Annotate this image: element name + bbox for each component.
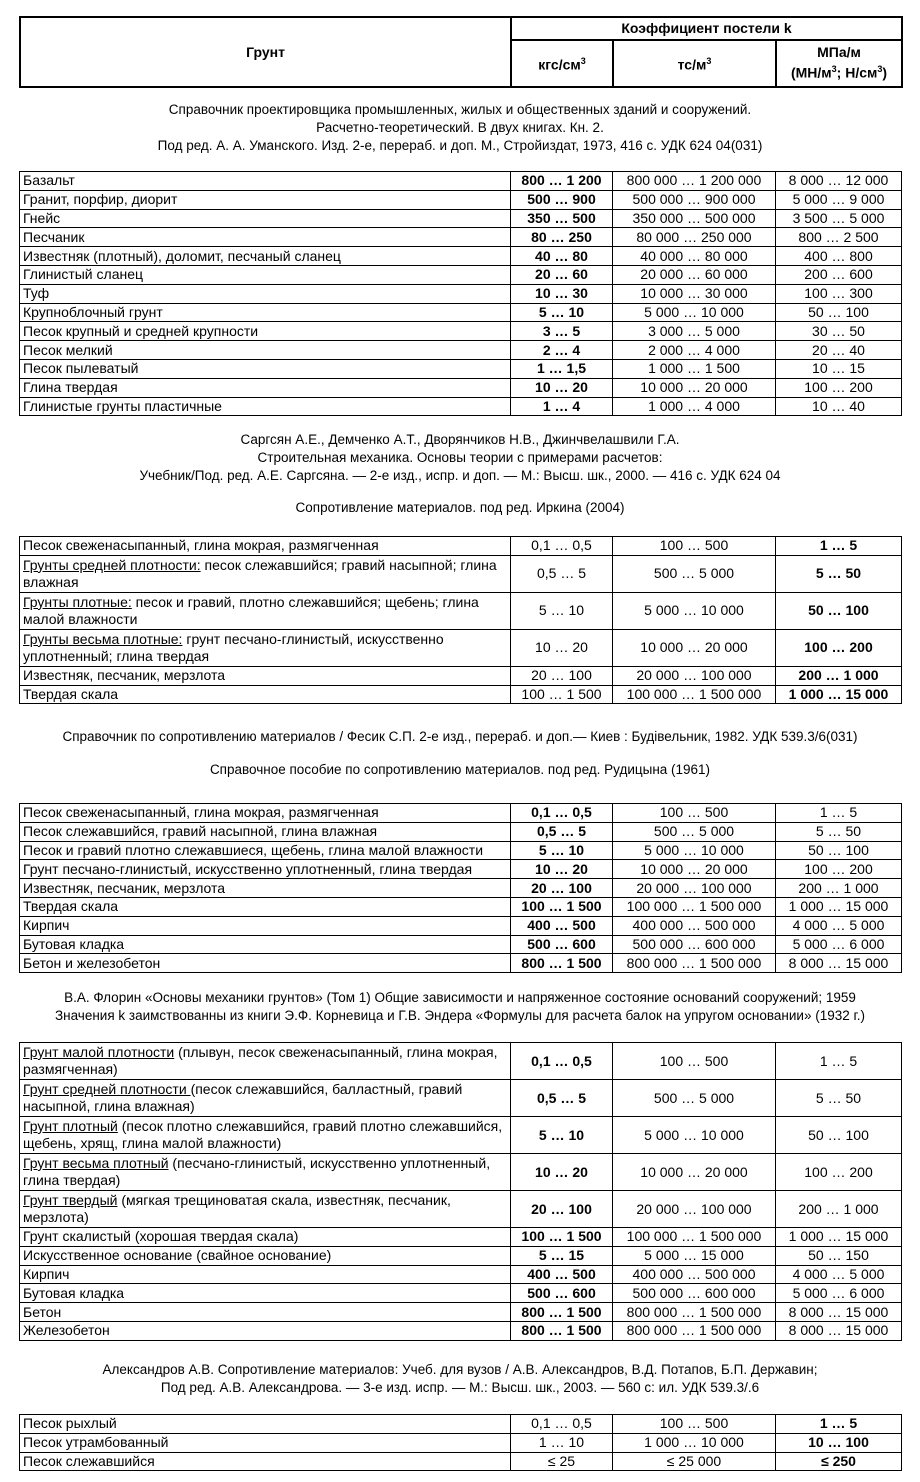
unit-ts-header: $тс/м^3$ bbox=[613, 40, 776, 87]
value-kgs-cell: 400 … 500 bbox=[511, 1265, 613, 1284]
table-row bbox=[20, 860, 902, 879]
value-ts-cell: 500 … 5 000 bbox=[613, 555, 776, 592]
soil-description: грунт песчано-глинистый, искусственно уплотненный; глина твердая bbox=[23, 630, 444, 664]
table-row bbox=[20, 1284, 902, 1303]
soil-name-cell: Глинистые грунты пластичные bbox=[20, 397, 511, 416]
soil-name-cell: Песок свеженасыпанный, глина мокрая, размягченная bbox=[20, 537, 511, 556]
soil-name-cell bbox=[20, 1080, 511, 1117]
value-mpa-cell: 5 000 … 6 000 bbox=[776, 935, 902, 954]
value-kgs-cell: 0,5 … 5 bbox=[511, 822, 613, 841]
value-ts-cell: 5 000 … 10 000 bbox=[613, 841, 776, 860]
value-mpa-cell: 8 000 … 15 000 bbox=[776, 1321, 902, 1340]
value-ts-cell: 10 000 … 20 000 bbox=[613, 1154, 776, 1191]
soil-name-cell: Песок слежавшийся bbox=[20, 1452, 511, 1471]
value-mpa-cell: 5 000 … 9 000 bbox=[776, 190, 902, 209]
table-row bbox=[20, 935, 902, 954]
table-row bbox=[20, 322, 902, 341]
value-ts-cell: 10 000 … 20 000 bbox=[613, 378, 776, 397]
section-1-table bbox=[19, 171, 902, 416]
table-row bbox=[20, 1303, 902, 1322]
soil-category-label: Грунты плотные: bbox=[23, 593, 132, 610]
soil-name-cell bbox=[20, 1043, 511, 1080]
soil-name-cell: Искусственное основание (свайное основание) bbox=[20, 1246, 511, 1265]
soil-name-cell: Гнейс bbox=[20, 209, 511, 228]
table-row bbox=[20, 537, 902, 556]
section-3-table bbox=[19, 803, 902, 973]
value-mpa-cell: 10 … 15 bbox=[776, 359, 902, 378]
soil-name-cell: Крупноблочный грунт bbox=[20, 303, 511, 322]
value-mpa-cell: 20 … 40 bbox=[776, 341, 902, 360]
value-kgs-cell: 800 … 1 500 bbox=[511, 954, 613, 973]
soil-column-header: Грунт bbox=[20, 17, 511, 87]
soil-name-cell: Грунт скалистый (хорошая твердая скала) bbox=[20, 1228, 511, 1247]
section-2-subcaption: Сопротивление материалов. под ред. Иркина (2004) bbox=[295, 500, 625, 515]
unit-kgs-header: кгс/$см^3$ bbox=[511, 40, 613, 87]
soil-name-cell: Песок утрамбованный bbox=[20, 1433, 511, 1452]
value-kgs-cell: 10 … 30 bbox=[511, 284, 613, 303]
soil-category-label: Грунты средней плотности: bbox=[23, 556, 201, 573]
table-row bbox=[20, 916, 902, 935]
soil-name-cell: Известняк, песчаник, мерзлота bbox=[20, 666, 511, 685]
value-kgs-cell: 500 … 900 bbox=[511, 190, 613, 209]
value-kgs-cell: 1 … 10 bbox=[511, 1433, 613, 1452]
value-ts-cell: 2 000 … 4 000 bbox=[613, 341, 776, 360]
value-mpa-cell: 30 … 50 bbox=[776, 322, 902, 341]
table-row bbox=[20, 1191, 902, 1228]
value-kgs-cell: 0,1 … 0,5 bbox=[511, 1043, 613, 1080]
value-kgs-cell: 0,5 … 5 bbox=[511, 555, 613, 592]
soil-name-cell: Кирпич bbox=[20, 1265, 511, 1284]
value-mpa-cell: 1 000 … 15 000 bbox=[776, 685, 902, 704]
value-mpa-cell: 400 … 800 bbox=[776, 247, 902, 266]
soil-name-cell: Твердая скала bbox=[20, 685, 511, 704]
value-ts-cell: 10 000 … 20 000 bbox=[613, 629, 776, 666]
soil-name-cell: Бутовая кладка bbox=[20, 935, 511, 954]
value-kgs-cell: 1 … 1,5 bbox=[511, 359, 613, 378]
soil-description: (песок слежавшийся, балластный, гравий насыпной, глина влажная) bbox=[23, 1081, 463, 1114]
value-ts-cell: 40 000 … 80 000 bbox=[613, 247, 776, 266]
value-mpa-cell: 5 … 50 bbox=[776, 555, 902, 592]
soil-name-cell: Песок и гравий плотно слежавшиеся, щебень, глина малой влажности bbox=[20, 841, 511, 860]
section-5-table bbox=[19, 1414, 902, 1471]
value-mpa-cell: 800 … 2 500 bbox=[776, 228, 902, 247]
table-row bbox=[20, 1265, 902, 1284]
value-kgs-cell: 400 … 500 bbox=[511, 916, 613, 935]
value-ts-cell: 20 000 … 100 000 bbox=[613, 1191, 776, 1228]
value-ts-cell: 800 000 … 1 500 000 bbox=[613, 1303, 776, 1322]
value-kgs-cell: 20 … 60 bbox=[511, 265, 613, 284]
value-ts-cell: 100 000 … 1 500 000 bbox=[613, 897, 776, 916]
value-ts-cell: 100 000 … 1 500 000 bbox=[613, 685, 776, 704]
soil-name-cell: Песок мелкий bbox=[20, 341, 511, 360]
value-kgs-cell: 500 … 600 bbox=[511, 1284, 613, 1303]
value-kgs-cell: 10 … 20 bbox=[511, 1154, 613, 1191]
value-mpa-cell: 200 … 600 bbox=[776, 265, 902, 284]
value-mpa-cell: 50 … 100 bbox=[776, 1117, 902, 1154]
value-ts-cell: 1 000 … 4 000 bbox=[613, 397, 776, 416]
value-kgs-cell: 100 … 1 500 bbox=[511, 897, 613, 916]
soil-name-cell: Базальт bbox=[20, 172, 511, 191]
coefficient-group-header: Коэффициент постели k bbox=[511, 17, 902, 40]
table-row bbox=[20, 247, 902, 266]
value-ts-cell: 100 000 … 1 500 000 bbox=[613, 1228, 776, 1247]
value-kgs-cell: 40 … 80 bbox=[511, 247, 613, 266]
value-mpa-cell: 5 … 50 bbox=[776, 1080, 902, 1117]
soil-name-cell: Гранит, порфир, диорит bbox=[20, 190, 511, 209]
value-mpa-cell: 100 … 200 bbox=[776, 1154, 902, 1191]
header-table bbox=[19, 16, 903, 88]
soil-name-cell: Глина твердая bbox=[20, 378, 511, 397]
value-kgs-cell: 800 … 1 500 bbox=[511, 1321, 613, 1340]
value-kgs-cell: 0,5 … 5 bbox=[511, 1080, 613, 1117]
value-mpa-cell: 50 … 100 bbox=[776, 592, 902, 629]
value-mpa-cell: 100 … 200 bbox=[776, 860, 902, 879]
table-row bbox=[20, 1117, 902, 1154]
value-mpa-cell: 1 000 … 15 000 bbox=[776, 1228, 902, 1247]
value-mpa-cell: 1 000 … 15 000 bbox=[776, 897, 902, 916]
value-kgs-cell: 500 … 600 bbox=[511, 935, 613, 954]
table-row bbox=[20, 555, 902, 592]
table-row bbox=[20, 954, 902, 973]
value-ts-cell: ≤ 25 000 bbox=[613, 1452, 776, 1471]
value-kgs-cell: 1 … 4 bbox=[511, 397, 613, 416]
value-mpa-cell: ≤ 250 bbox=[776, 1452, 902, 1471]
value-kgs-cell: 5 … 10 bbox=[511, 841, 613, 860]
value-kgs-cell: 10 … 20 bbox=[511, 860, 613, 879]
soil-name-cell: Бетон и железобетон bbox=[20, 954, 511, 973]
soil-description: песок и гравий, плотно слежавшийся; щебень; глина малой влажности bbox=[23, 593, 479, 627]
soil-name-cell bbox=[20, 629, 511, 666]
table-row bbox=[20, 685, 902, 704]
value-ts-cell: 800 000 … 1 200 000 bbox=[613, 172, 776, 191]
table-row bbox=[20, 841, 902, 860]
value-kgs-cell: 5 … 10 bbox=[511, 592, 613, 629]
section-2-caption: Саргсян А.Е., Демченко А.Т., Дворянчиков Н.В., Джинчвелашвили Г.А. Строительная механика. Основы теории с примерами расчетов: Учебник/Под. ред. А.Е. Саргсяна. — 2-е изд., испр. и доп. — М.: Высш. шк., 2000. — 416 с. УДК 624 04 bbox=[139, 432, 781, 483]
value-ts-cell: 400 000 … 500 000 bbox=[613, 1265, 776, 1284]
value-kgs-cell: 3 … 5 bbox=[511, 322, 613, 341]
table-row bbox=[20, 879, 902, 898]
value-mpa-cell: 4 000 … 5 000 bbox=[776, 916, 902, 935]
section-2-table bbox=[19, 536, 902, 704]
value-mpa-cell: 50 … 100 bbox=[776, 303, 902, 322]
soil-name-cell: Песок пылеватый bbox=[20, 359, 511, 378]
value-kgs-cell: 800 … 1 500 bbox=[511, 1303, 613, 1322]
value-mpa-cell: 5 000 … 6 000 bbox=[776, 1284, 902, 1303]
value-kgs-cell: 10 … 20 bbox=[511, 629, 613, 666]
soil-description: песок слежавшийся; гравий насыпной; глина влажная bbox=[23, 556, 497, 590]
table-row bbox=[20, 592, 902, 629]
value-kgs-cell: 0,1 … 0,5 bbox=[511, 1415, 613, 1434]
value-kgs-cell: 20 … 100 bbox=[511, 1191, 613, 1228]
value-ts-cell: 100 … 500 bbox=[613, 1415, 776, 1434]
value-ts-cell: 400 000 … 500 000 bbox=[613, 916, 776, 935]
value-ts-cell: 10 000 … 20 000 bbox=[613, 860, 776, 879]
value-mpa-cell: 5 … 50 bbox=[776, 822, 902, 841]
value-mpa-cell: 1 … 5 bbox=[776, 1043, 902, 1080]
soil-name-cell: Песок крупный и средней крупности bbox=[20, 322, 511, 341]
soil-name-cell: Железобетон bbox=[20, 1321, 511, 1340]
value-mpa-cell: 100 … 200 bbox=[776, 629, 902, 666]
value-kgs-cell: ≤ 25 bbox=[511, 1452, 613, 1471]
soil-name-cell: Песчаник bbox=[20, 228, 511, 247]
table-row bbox=[20, 172, 902, 191]
value-ts-cell: 500 … 5 000 bbox=[613, 1080, 776, 1117]
value-ts-cell: 100 … 500 bbox=[613, 1043, 776, 1080]
table-row bbox=[20, 1246, 902, 1265]
value-mpa-cell: 10 … 100 bbox=[776, 1433, 902, 1452]
value-kgs-cell: 5 … 10 bbox=[511, 1117, 613, 1154]
table-row bbox=[20, 897, 902, 916]
soil-name-cell bbox=[20, 592, 511, 629]
section-4-caption: В.А. Флорин «Основы механики грунтов» (Том 1) Общие зависимости и напряженное состояние оснований сооружений; 1959 Значения k заимствованны из книги Э.Ф. Корневица и Г.В. Эндера «Формулы для расчета балок на упругом основании» (1932 г.) bbox=[54, 990, 866, 1023]
table-row bbox=[20, 1043, 902, 1080]
section-3-caption: Справочник по сопротивлению материалов / Фесик С.П. 2-е изд., перераб. и доп.— Киев : Будівельник, 1982. УДК 539.3/6(031) bbox=[62, 729, 858, 744]
value-kgs-cell: 20 … 100 bbox=[511, 879, 613, 898]
section-5-caption: Александров А.В. Сопротивление материалов: Учеб. для вузов / А.В. Александров, В.Д. Потапов, Б.П. Державин; Под ред. А.В. Александрова. — 3-е изд. испр. — М.: Высш. шк., 2003. — 560 с: ил. УДК 539.3/.6 bbox=[102, 1362, 818, 1395]
value-mpa-cell: 50 … 150 bbox=[776, 1246, 902, 1265]
soil-name-cell: Песок рыхлый bbox=[20, 1415, 511, 1434]
table-row bbox=[20, 1080, 902, 1117]
value-ts-cell: 800 000 … 1 500 000 bbox=[613, 954, 776, 973]
value-mpa-cell: 8 000 … 15 000 bbox=[776, 954, 902, 973]
value-mpa-cell: 100 … 300 bbox=[776, 284, 902, 303]
table-row bbox=[20, 666, 902, 685]
value-ts-cell: 3 000 … 5 000 bbox=[613, 322, 776, 341]
value-ts-cell: 1 000 … 10 000 bbox=[613, 1433, 776, 1452]
soil-name-cell: Песок слежавшийся, гравий насыпной, глина влажная bbox=[20, 822, 511, 841]
table-row bbox=[20, 629, 902, 666]
value-ts-cell: 500 000 … 600 000 bbox=[613, 1284, 776, 1303]
table-row bbox=[20, 822, 902, 841]
soil-description: (мягкая трещиноватая скала, известняк, песчаник, мерзлота) bbox=[23, 1192, 451, 1225]
soil-name-cell: Туф bbox=[20, 284, 511, 303]
soil-category-label: Грунты весьма плотные: bbox=[23, 630, 183, 647]
soil-category-label: Грунт плотный bbox=[23, 1118, 118, 1134]
soil-name-cell bbox=[20, 1191, 511, 1228]
value-mpa-cell: 1 … 5 bbox=[776, 804, 902, 823]
soil-description: (плывун, песок свеженасыпанный, глина мокрая, размягченная) bbox=[23, 1044, 498, 1077]
value-ts-cell: 5 000 … 15 000 bbox=[613, 1246, 776, 1265]
table-row bbox=[20, 804, 902, 823]
value-kgs-cell: 10 … 20 bbox=[511, 378, 613, 397]
value-kgs-cell: 20 … 100 bbox=[511, 666, 613, 685]
table-row bbox=[20, 1228, 902, 1247]
table-row bbox=[20, 378, 902, 397]
value-ts-cell: 500 000 … 600 000 bbox=[613, 935, 776, 954]
soil-name-cell: Известняк (плотный), доломит, песчаный сланец bbox=[20, 247, 511, 266]
section-4-table bbox=[19, 1042, 902, 1341]
table-row bbox=[20, 1433, 902, 1452]
value-mpa-cell: 200 … 1 000 bbox=[776, 879, 902, 898]
value-kgs-cell: 350 … 500 bbox=[511, 209, 613, 228]
table-row bbox=[20, 190, 902, 209]
soil-category-label: Грунт твердый bbox=[23, 1192, 118, 1208]
value-ts-cell: 5 000 … 10 000 bbox=[613, 303, 776, 322]
value-mpa-cell: 100 … 200 bbox=[776, 378, 902, 397]
soil-name-cell: Твердая скала bbox=[20, 897, 511, 916]
table-row bbox=[20, 397, 902, 416]
value-ts-cell: 500 000 … 900 000 bbox=[613, 190, 776, 209]
value-mpa-cell: 3 500 … 5 000 bbox=[776, 209, 902, 228]
soil-name-cell: Песок свеженасыпанный, глина мокрая, размягченная bbox=[20, 804, 511, 823]
value-ts-cell: 500 … 5 000 bbox=[613, 822, 776, 841]
soil-description: (песчано-глинистый, искусственно уплотненный, глина твердая) bbox=[23, 1155, 491, 1188]
soil-category-label: Грунт малой плотности bbox=[23, 1044, 175, 1060]
value-kgs-cell: 2 … 4 bbox=[511, 341, 613, 360]
value-ts-cell: 20 000 … 100 000 bbox=[613, 666, 776, 685]
value-kgs-cell: 80 … 250 bbox=[511, 228, 613, 247]
table-row bbox=[20, 1415, 902, 1434]
soil-name-cell: Кирпич bbox=[20, 916, 511, 935]
value-mpa-cell: 50 … 100 bbox=[776, 841, 902, 860]
value-kgs-cell: 100 … 1 500 bbox=[511, 1228, 613, 1247]
value-mpa-cell: 200 … 1 000 bbox=[776, 1191, 902, 1228]
value-ts-cell: 20 000 … 100 000 bbox=[613, 879, 776, 898]
value-kgs-cell: 0,1 … 0,5 bbox=[511, 537, 613, 556]
table-row bbox=[20, 265, 902, 284]
soil-name-cell: Известняк, песчаник, мерзлота bbox=[20, 879, 511, 898]
soil-name-cell: Бетон bbox=[20, 1303, 511, 1322]
value-ts-cell: 350 000 … 500 000 bbox=[613, 209, 776, 228]
value-mpa-cell: 8 000 … 15 000 bbox=[776, 1303, 902, 1322]
value-ts-cell: 80 000 … 250 000 bbox=[613, 228, 776, 247]
soil-category-label: Грунт средней плотности bbox=[23, 1081, 191, 1097]
section-1-caption: Справочник проектировщика промышленных, жилых и общественных зданий и сооружений. Расчетно-теоретический. В двух книгах. Кн. 2. Под ред. А. А. Уманского. Изд. 2-е, перераб. и доп. М., Стройиздат, 1973, 416 с. УДК 624 04(031) bbox=[157, 102, 763, 153]
table-row bbox=[20, 228, 902, 247]
table-row bbox=[20, 303, 902, 322]
value-kgs-cell: 0,1 … 0,5 bbox=[511, 804, 613, 823]
value-ts-cell: 10 000 … 30 000 bbox=[613, 284, 776, 303]
table-row bbox=[20, 359, 902, 378]
value-mpa-cell: 1 … 5 bbox=[776, 1415, 902, 1434]
soil-name-cell bbox=[20, 555, 511, 592]
table-row bbox=[20, 209, 902, 228]
value-mpa-cell: 200 … 1 000 bbox=[776, 666, 902, 685]
value-mpa-cell: 10 … 40 bbox=[776, 397, 902, 416]
value-kgs-cell: 800 … 1 200 bbox=[511, 172, 613, 191]
unit-mpa-header: МПа/м ($МН/м^3$; $Н/см^3$) bbox=[776, 40, 902, 87]
soil-name-cell: Глинистый сланец bbox=[20, 265, 511, 284]
table-row bbox=[20, 1154, 902, 1191]
value-kgs-cell: 100 … 1 500 bbox=[511, 685, 613, 704]
soil-category-label: Грунт весьма плотный bbox=[23, 1155, 169, 1171]
table-row bbox=[20, 1321, 902, 1340]
value-ts-cell: 20 000 … 60 000 bbox=[613, 265, 776, 284]
value-ts-cell: 100 … 500 bbox=[613, 537, 776, 556]
value-mpa-cell: 4 000 … 5 000 bbox=[776, 1265, 902, 1284]
soil-name-cell bbox=[20, 1154, 511, 1191]
value-kgs-cell: 5 … 15 bbox=[511, 1246, 613, 1265]
value-kgs-cell: 5 … 10 bbox=[511, 303, 613, 322]
value-ts-cell: 800 000 … 1 500 000 bbox=[613, 1321, 776, 1340]
table-row bbox=[20, 284, 902, 303]
soil-name-cell bbox=[20, 1117, 511, 1154]
table-row bbox=[20, 341, 902, 360]
value-ts-cell: 5 000 … 10 000 bbox=[613, 592, 776, 629]
value-mpa-cell: 8 000 … 12 000 bbox=[776, 172, 902, 191]
soil-description: (песок плотно слежавшийся, гравий плотно слежавшийся, щебень, хрящ, глина малой влажности) bbox=[23, 1118, 503, 1151]
soil-name-cell: Грунт песчано-глинистый, искусственно уплотненный, глина твердая bbox=[20, 860, 511, 879]
value-ts-cell: 5 000 … 10 000 bbox=[613, 1117, 776, 1154]
value-ts-cell: 100 … 500 bbox=[613, 804, 776, 823]
section-3-subcaption: Справочное пособие по сопротивлению материалов. под ред. Рудицына (1961) bbox=[209, 762, 711, 777]
value-mpa-cell: 1 … 5 bbox=[776, 537, 902, 556]
table-row bbox=[20, 1452, 902, 1471]
value-ts-cell: 1 000 … 1 500 bbox=[613, 359, 776, 378]
soil-name-cell: Бутовая кладка bbox=[20, 1284, 511, 1303]
